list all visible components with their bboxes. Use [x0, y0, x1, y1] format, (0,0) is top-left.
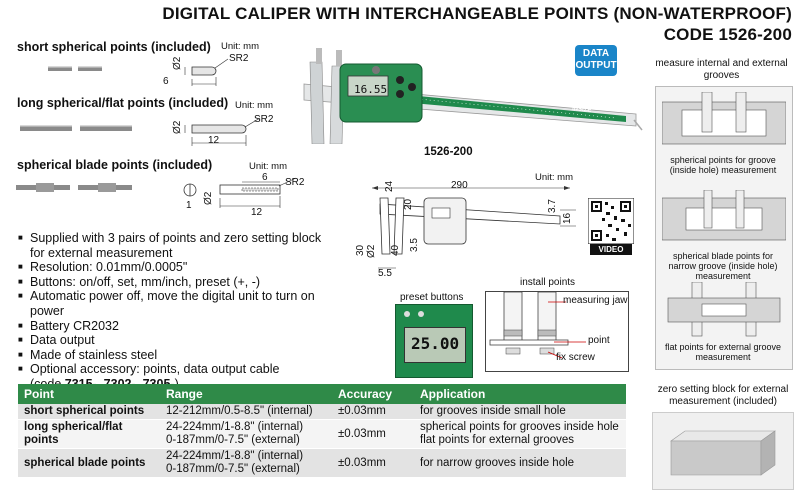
table-row — [18, 449, 626, 478]
caliper-display-value: 16.55 — [354, 83, 388, 96]
cell-application: for narrow grooves inside hole — [414, 449, 626, 478]
col-header-point: Point — [18, 384, 160, 404]
cell-point: long spherical/flat points — [18, 420, 160, 449]
preset-display — [404, 327, 466, 363]
zero-block-svg — [653, 413, 793, 489]
page-title: DIGITAL CALIPER WITH INTERCHANGEABLE POINTS (NON-WATERPROOF) — [162, 4, 792, 23]
dim-16: 16 — [562, 212, 573, 224]
feature-item-continued: for external measurement — [30, 245, 173, 260]
install-points-label: install points — [520, 277, 576, 288]
dim-total-length: 290 — [451, 180, 468, 191]
feature-item: ■ Buttons: on/off, set, mm/inch, preset (+, -) — [18, 275, 348, 290]
long-dim-radius: SR2 — [254, 114, 274, 125]
blade-dim-length2: 6 — [262, 172, 268, 183]
callout-point: point — [588, 335, 610, 346]
preset-display-value: 25.00 — [411, 334, 460, 353]
application-line: spherical points for grooves inside hole — [420, 421, 619, 433]
caption-flat-groove: flat points for external groove measurement — [664, 342, 782, 362]
table-header-row — [18, 384, 626, 404]
dim-30: 30 — [355, 244, 366, 256]
blade-dim-diameter: Ø2 — [203, 191, 214, 205]
dim-diameter-2: Ø2 — [366, 244, 377, 258]
dim-5-5: 5.5 — [378, 268, 392, 279]
col-header-range: Range — [160, 384, 332, 404]
feature-item: ■ Made of stainless steel — [18, 348, 348, 363]
caption-blade-groove: spherical blade points for narrow groove (inside hole) measurement — [668, 251, 778, 281]
cell-range — [160, 420, 332, 449]
long-points-heading: long spherical/flat points (included) — [17, 96, 229, 110]
drawing-unit-label: Unit: mm — [535, 172, 573, 183]
spec-table — [18, 384, 626, 478]
preset-plus-icon — [404, 311, 410, 317]
groove-illustration-2 — [662, 190, 786, 248]
cell-accuracy: ±0.03mm — [332, 449, 414, 478]
table-row — [18, 420, 626, 449]
long-dim-length: 12 — [208, 135, 220, 146]
unit-label: Unit: mm — [221, 41, 259, 52]
groove-illustration-3 — [662, 282, 786, 338]
table-row — [18, 404, 626, 420]
product-code: CODE 1526-200 — [663, 25, 792, 44]
dim-40: 40 — [390, 244, 401, 256]
range-internal: 24-224mm/1-8.8" (internal) — [166, 421, 304, 433]
cell-accuracy: ±0.03mm — [332, 404, 414, 420]
feature-item: ■ Optional accessory: points, data output cable — [18, 362, 348, 377]
blade-dim-length: 12 — [251, 207, 263, 218]
zero-block-caption: zero setting block for external measurement (included) — [657, 384, 789, 407]
technical-drawing — [350, 180, 580, 280]
feature-item: ■ Supplied with 3 pairs of points and zero setting block — [18, 231, 348, 246]
model-label: 1526-200 — [424, 146, 473, 158]
application-line: flat points for external grooves — [420, 434, 575, 446]
cell-point: short spherical points — [18, 404, 160, 420]
cell-range: 12-212mm/0.5-8.5" (internal) — [160, 404, 332, 420]
callout-fix-screw: fix screw — [556, 352, 595, 363]
blade-dim-radius: SR2 — [285, 177, 305, 188]
cell-point: spherical blade points — [18, 449, 160, 478]
range-external: 0-187mm/0-7.5" (external) — [166, 463, 300, 475]
cell-accuracy: ±0.03mm — [332, 420, 414, 449]
badge-line1: DATA — [582, 48, 610, 59]
cell-application: for grooves inside small hole — [414, 404, 626, 420]
range-internal: 24-224mm/1-8.8" (internal) — [166, 450, 304, 462]
brand-logo: INSIZE — [571, 106, 592, 114]
preset-buttons-image — [395, 304, 473, 378]
blade-points-heading: spherical blade points (included) — [17, 158, 213, 172]
zero-block-image — [652, 412, 794, 490]
feature-item: ■ Battery CR2032 — [18, 319, 348, 334]
col-header-accuracy: Accuracy — [332, 384, 414, 404]
short-points-heading: short spherical points (included) — [17, 40, 211, 54]
feature-item: ■ Resolution: 0.01mm/0.0005" — [18, 260, 348, 275]
groove-illustration-1 — [662, 92, 786, 152]
dim-24: 24 — [384, 180, 395, 192]
col-header-application: Application — [414, 384, 626, 404]
cell-range — [160, 449, 332, 478]
callout-measuring-jaw: measuring jaw — [563, 295, 628, 306]
qr-code-icon[interactable] — [588, 198, 634, 244]
video-label[interactable]: VIDEO — [590, 244, 632, 255]
range-external: 0-187mm/0-7.5" (external) — [166, 434, 300, 446]
unit-label: Unit: mm — [235, 100, 273, 111]
feature-item: ■ Automatic power off, move the digital unit to turn on power — [18, 289, 348, 318]
dim-3-7: 3.7 — [547, 199, 558, 213]
badge-line2: OUTPUT — [575, 60, 617, 71]
short-dim-diameter: Ø2 — [172, 56, 183, 70]
dim-3-5: 3.5 — [409, 238, 420, 252]
unit-label: Unit: mm — [249, 161, 287, 172]
right-panel-heading: measure internal and external grooves — [655, 58, 788, 81]
cell-application — [414, 420, 626, 449]
caption-spherical-groove: spherical points for groove (inside hole) measurement — [669, 155, 777, 175]
feature-item: ■ Data output — [18, 333, 348, 348]
short-dim-length: 6 — [163, 76, 169, 87]
preset-buttons-label: preset buttons — [400, 292, 464, 303]
short-dim-radius: SR2 — [229, 53, 249, 64]
long-dim-diameter: Ø2 — [172, 120, 183, 134]
blade-dim-thickness: 1 — [186, 200, 192, 211]
long-points-drawing — [18, 112, 280, 152]
data-output-badge — [575, 45, 617, 76]
preset-minus-icon — [418, 311, 424, 317]
dim-20: 20 — [403, 198, 414, 210]
features-list — [18, 231, 348, 392]
